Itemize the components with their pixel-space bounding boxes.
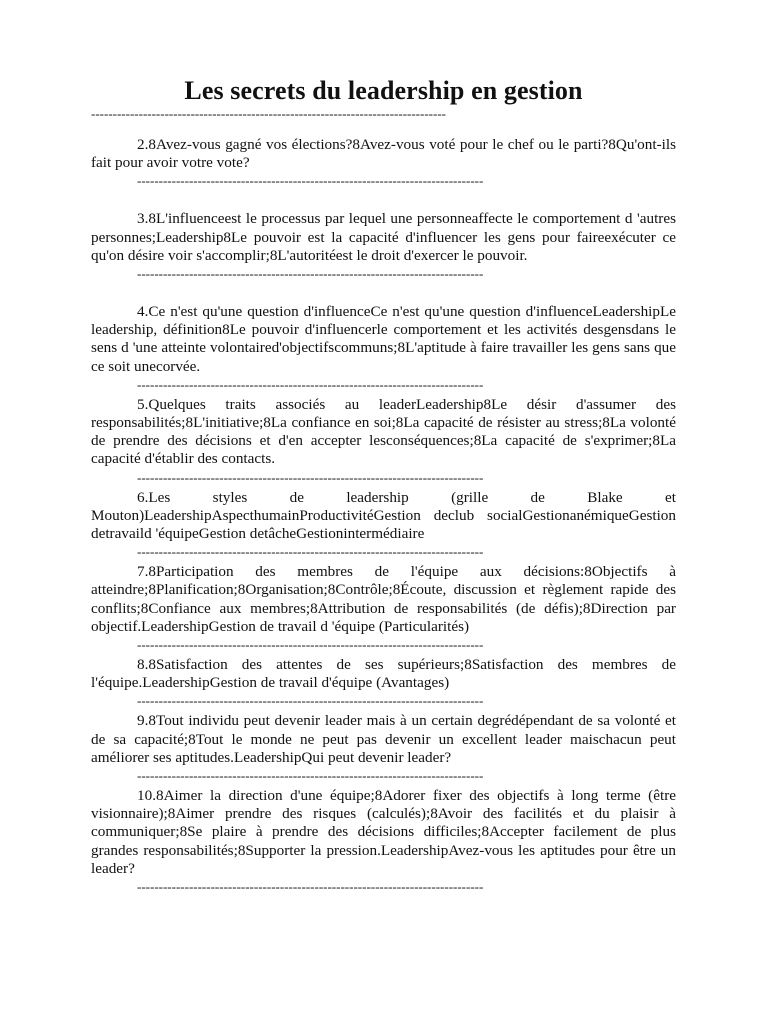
section-3: [91, 210, 676, 281]
document-title: Les secrets du leadership en gestion: [184, 76, 583, 105]
section-divider: --------------------------------------------------------------------------------: [137, 694, 484, 709]
section-10: [91, 787, 676, 894]
section-divider: --------------------------------------------------------------------------------: [137, 174, 484, 189]
section-7: [91, 563, 676, 652]
section-8: [91, 656, 676, 708]
document-page: [91, 74, 676, 894]
section-divider: --------------------------------------------------------------------------------: [137, 769, 484, 784]
section-4: [91, 303, 676, 392]
section-divider: --------------------------------------------------------------------------------: [137, 545, 484, 560]
section-text: 6.Les styles de leadership (grille de Blake et Mouton)LeadershipAspecthumainProductivitéGestion declub socialGestionanémiqueGestion detravaild 'équipeGestion detâcheGestionintermédiaire: [91, 488, 676, 543]
section-divider: --------------------------------------------------------------------------------: [137, 470, 484, 485]
section-divider: --------------------------------------------------------------------------------: [137, 267, 484, 282]
section-6: [91, 489, 676, 560]
section-text: 5.Quelques traits associés au leaderLeadership8Le désir d'assumer des responsabilités;8L'initiative;8La confiance en soi;8La capacité de résister au stress;8La volonté de prendre des décisions et d'en accepter lesconséquences;8La capacité de s'exprimer;8La capacité d'établir des contacts.: [91, 395, 676, 468]
section-divider: --------------------------------------------------------------------------------: [137, 377, 484, 392]
section-text: 4.Ce n'est qu'une question d'influenceCe n'est qu'une question d'influenceLeadershipLe leadership, définition8Le pouvoir d'influencerle comportement et les activités desgensdans le sens d 'une atteinte volontaired'objectifscommuns;8L'aptitude à faire travailler les gens sans que ce soit unecorvée.: [91, 303, 676, 375]
section-divider: --------------------------------------------------------------------------------: [137, 880, 484, 895]
section-divider: --------------------------------------------------------------------------------: [137, 638, 484, 653]
section-text: 9.8Tout individu peut devenir leader mais à un certain degrédépendant de sa volonté et de sa capacité;8Tout le monde ne peut pas devenir un excellent leader maischacun peut améliorer ses aptitudes.LeadershipQui peut devenir leader?: [91, 712, 676, 766]
section-2: [91, 136, 676, 188]
section-text: 2.8Avez-vous gagné vos élections?8Avez-vous voté pour le chef ou le parti?8Qu'ont-ils fait pour avoir votre vote?: [91, 136, 676, 172]
section-9: [91, 712, 676, 783]
section-text: 8.8Satisfaction des attentes de ses supérieurs;8Satisfaction des membres de l'équipe.LeadershipGestion de travail d'équipe (Avantages): [91, 656, 676, 692]
section-text: 3.8L'influenceest le processus par lequel une personneaffecte le comportement d 'autres personnes;Leadership8Le pouvoir est la capacité d'influencer les gens pour faireexécuter ce qu'on désire voir s'accomplir;8L'autoritéest le droit d'exercer le pouvoir.: [91, 210, 676, 264]
section-5: [91, 396, 676, 485]
title-divider: ----------------------------------------------------------------------------------: [91, 108, 446, 121]
section-text: 10.8Aimer la direction d'une équipe;8Adorer fixer des objectifs à long terme (être visionnaire);8Aimer prendre des risques (calculés);8Avoir des facilités et du plaisir à communiquer;8Se plaire à prendre des décisions difficiles;8Accepter facilement de plus grandes responsabilités;8Supporter la pression.LeadershipAvez-vous les aptitudes pour être un leader?: [91, 787, 676, 877]
section-text: 7.8Participation des membres de l'équipe aux décisions:8Objectifs à atteindre;8Planification;8Organisation;8Contrôle;8Écoute, discussion et règlement rapide des conflits;8Confiance aux membres;8Attribution de responsabilités (de défis);8Direction par objectif.LeadershipGestion de travail d 'équipe (Particularités): [91, 563, 676, 635]
